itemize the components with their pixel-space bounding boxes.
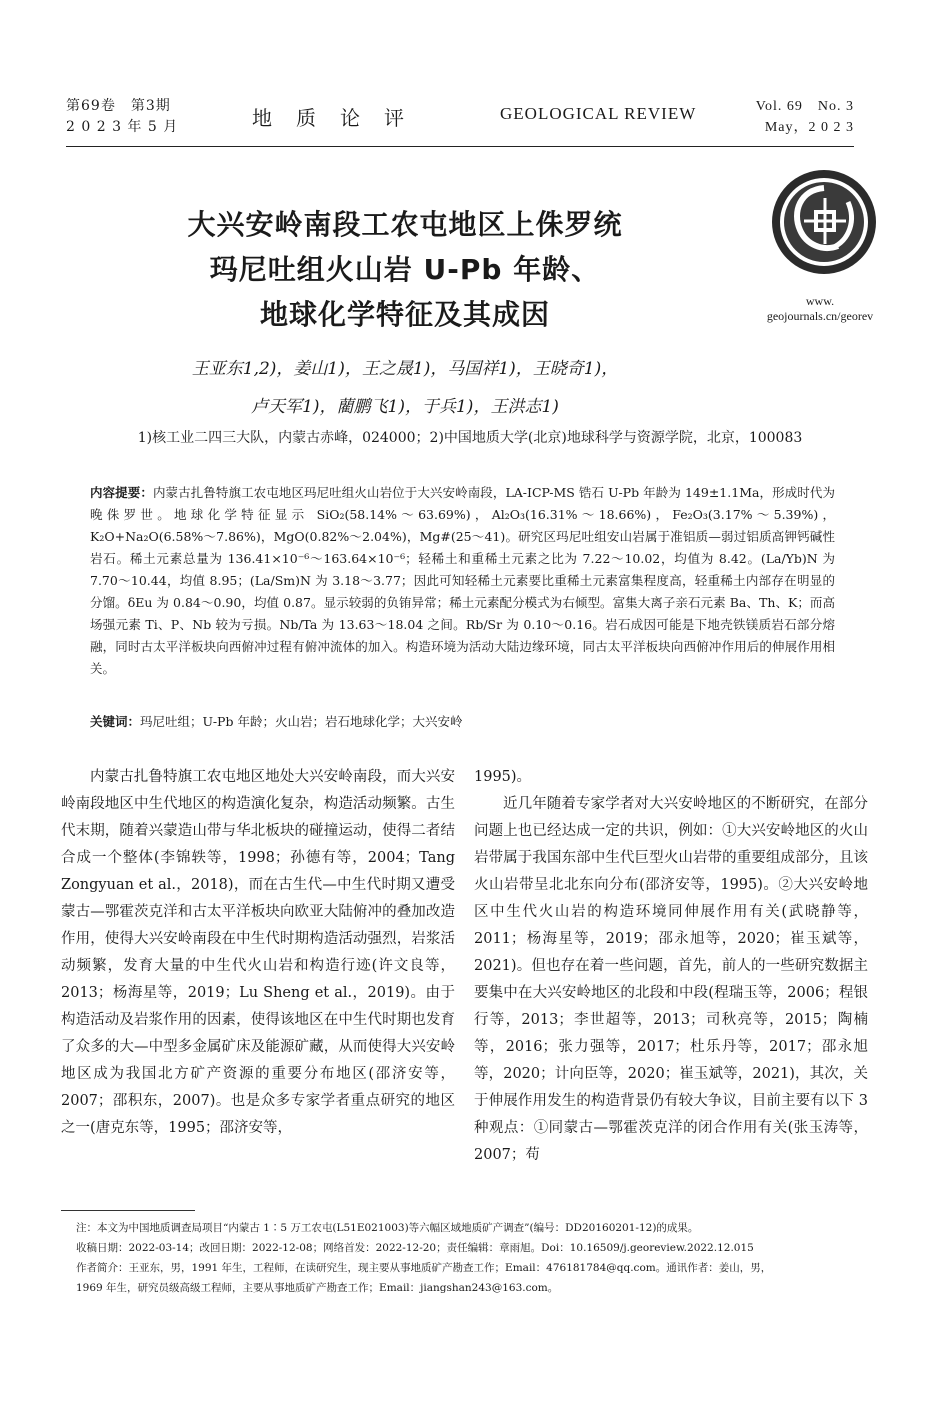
header-left: [66, 96, 178, 138]
abstract-text: 内蒙古扎鲁特旗工农屯地区玛尼吐组火山岩位于大兴安岭南段，LA-ICP-MS 锆石 U-Pb 年龄为 149±1.1Ma，形成时代为晚侏罗世。地球化学特征显示 SiO₂(58.14%～63.69%)，Al₂O₃(16.31%～18.66%)，Fe₂O₃(3.17%～5.39%)，K₂O+Na₂O(6.58%～7.86%)，MgO(0.82%～2.04%)，Mg#(25～41)。研究区玛尼吐组安山岩属于准铝质—弱过铝质高钾钙碱性岩石。稀土元素总量为 136.41×10⁻⁶～163.64×10⁻⁶；轻稀土和重稀土元素之比为 7.22～10.02，均值为 8.42。(La/Yb)N 为 7.70～10.44，均值 8.95；(La/Sm)N 为 3.18～3.77；因此可知轻稀土元素要比重稀土元素富集程度高，轻重稀土内部存在明显的分馏。δEu 为 0.84～0.90，均值 0.87。显示较弱的负铕异常；稀土元素配分模式为右倾型。富集大离子亲石元素 Ba、Th、K；而高场强元素 Ti、P、Nb 较为亏损。Nb/Ta 为 13.63～18.04 之间。Rb/Sr 为 0.10～0.16。岩石成因可能是下地壳铁镁质岩石部分熔融，同时古太平洋板块向西俯冲过程有俯冲流体的加入。构造环境为活动大陆边缘环境，同古太平洋板块向西俯冲作用后的伸展作用相关。: [90, 485, 835, 676]
volume-issue-cn: 第69卷 第3期: [66, 98, 171, 114]
keywords-text: 玛尼吐组；U-Pb 年龄；火山岩；岩石地球化学；大兴安岭: [140, 714, 463, 729]
journal-name-cn: 地质论评: [252, 106, 428, 130]
journal-url[interactable]: [720, 294, 920, 324]
keywords-label: 关键词：: [90, 714, 141, 729]
body-column-right: [474, 764, 868, 1169]
footnote-divider: [61, 1210, 195, 1211]
page-header: [66, 96, 854, 140]
article-title: [80, 202, 730, 337]
header-right: [756, 96, 854, 138]
body-paragraph-continuation: 1995)。: [474, 769, 532, 785]
affiliations: 1)核工业二四三大队，内蒙古赤峰，024000；2)中国地质大学(北京)地球科学与资源学院，北京，100083: [137, 430, 803, 446]
footnotes: [76, 1218, 876, 1298]
footnote-author-bio-1: 作者简介：王亚东，男，1991 年生，工程师，在读研究生，现主要从事地质矿产勘查工作；Email：476181784@qq.com。通讯作者：姜山，男，: [76, 1262, 772, 1274]
journal-name-en: GEOLOGICAL REVIEW: [500, 104, 697, 123]
authors-line-2: 卢天军1)，藺鹏飞1)，于兵1)，王洪志1): [251, 397, 559, 417]
header-divider: [66, 146, 854, 147]
body-column-left: [61, 764, 455, 1142]
date-cn: 2 0 2 3 年 5 月: [66, 119, 179, 135]
keywords: [90, 712, 835, 732]
date-en: May，2 0 2 3: [764, 120, 854, 135]
authors-line-1: 王亚东1,2)，姜山1)，王之晟1)，马国祥1)，王晓奇1)，: [191, 359, 619, 379]
journal-seal-logo: [770, 168, 878, 276]
volume-issue-en: Vol. 69 No. 3: [755, 99, 854, 114]
footnote-dates: 收稿日期：2022-03-14；改回日期：2022-12-08；网络首发：2022-12-20；责任编辑：章雨旭。Doi：10.16509/j.georeview.2022.12.015: [76, 1242, 754, 1254]
title-line-1: 大兴安岭南段工农屯地区上侏罗统: [187, 208, 623, 241]
footnote-author-bio-2: 1969 年生，研究员级高级工程师，主要从事地质矿产勘查工作；Email：jiangshan243@163.com。: [76, 1282, 559, 1294]
body-paragraph: 内蒙古扎鲁特旗工农屯地区地处大兴安岭南段，而大兴安岭南段地区中生代地区的构造演化复杂，构造活动频繁。古生代末期，随着兴蒙造山带与华北板块的碰撞运动，使得二者结合成一个整体(李锦轶等，1998；孙德有等，2004；Tang Zongyuan et al.，2018)，而在古生代—中生代时期又遭受蒙古—鄂霍茨克洋和古太平洋板块向欧亚大陆俯冲的叠加改造作用，使得大兴安岭南段在中生代时期构造活动强烈，岩浆活动频繁，发育大量的中生代火山岩和构造行迹(许文良等，2013；杨海星等，2019；Lu Sheng et al.，2019)。由于构造活动及岩浆作用的因素，使得该地区在中生代时期也发育了众多的大—中型多金属矿床及能源矿藏，从而使得大兴安岭地区成为我国北方矿产资源的重要分布地区(邵济安等，2007；邵积东，2007)。也是众多专家学者重点研究的地区之一(唐克东等，1995；邵济安等，: [61, 769, 455, 1136]
title-line-3: 地球化学特征及其成因: [259, 298, 550, 331]
journal-url-line1: www.: [805, 294, 835, 308]
author-list: [80, 350, 730, 426]
body-paragraph: 近几年随着专家学者对大兴安岭地区的不断研究，在部分问题上也已经达成一定的共识，例如：①大兴安岭地区的火山岩带属于我国东部中生代巨型火山岩带的重要组成部分，且该火山岩带呈北北东向分布(邵济安等，1995)。②大兴安岭地区中生代火山岩的构造环境同伸展作用有关(武晓静等，2011；杨海星等，2019；邵永旭等，2020；崔玉斌等，2021)。但也存在着一些问题，首先，前人的一些研究数据主要集中在大兴安岭地区的北段和中段(程瑞玉等，2006；程银行等，2013；李世超等，2013；司秋亮等，2015；陶楠等，2016；张力强等，2017；杜乐丹等，2017；邵永旭等，2020；计向臣等，2020；崔玉斌等，2021)，其次，关于伸展作用发生的构造背景仍有较大争议，目前主要有以下 3 种观点：①同蒙古—鄂霍茨克洋的闭合作用有关(张玉涛等，2007；苟: [474, 796, 868, 1163]
abstract-label: 内容提要：: [90, 485, 153, 500]
footnote-funding: 注：本文为中国地质调查局项目“内蒙古 1∶5 万工农屯(L51E021003)等六幅区域地质矿产调查”(编号：DD20160201-12)的成果。: [76, 1222, 699, 1234]
journal-url-line2: geojournals.cn/georev: [766, 309, 874, 323]
title-line-2: 玛尼吐组火山岩 U-Pb 年龄、: [209, 253, 601, 286]
abstract: [90, 482, 835, 680]
